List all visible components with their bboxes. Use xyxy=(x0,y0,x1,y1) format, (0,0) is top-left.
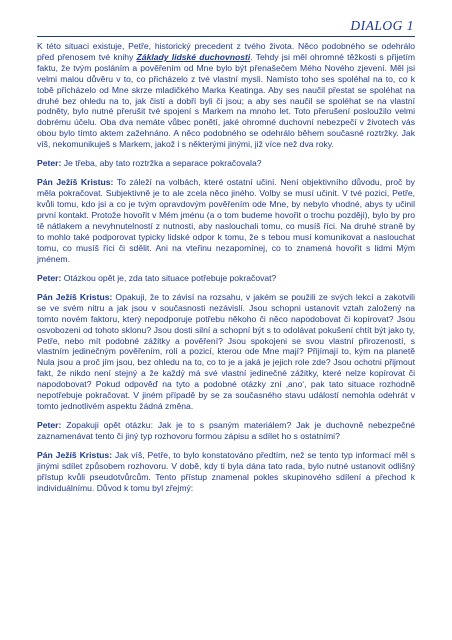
dialog-text: To záleží na volbách, které ostatní učiní. Není objektivního důvodu, proč by měla pokračovat. Subjektivně je to ale zcela něco jiného. Volby se musí učinit. V tvé pozici, Petře, kvůli tomu, kdo jsi a co je tvým opravdovým pověřením ode Mne, by nebylo vhodné, abys ty učinil první kontakt. Protože hovořit v Mém jménu (a o tom budeme hovořit o trochu později), bylo by pro tě nátlakem a nevyhnutelností z nutnosti, aby naslouchali tomu, co musíš říci. Na druhé straně by to mohlo také podporovat typicky lidské odpor k tomu, že s tebou musí komunikovat a naslouchat tomu, co musíš říci či sdělit. Ani na vteřinu nezapomínej, co to znamená hovořit s lidmi Mým jménem. xyxy=(37,177,415,264)
intro-paragraph xyxy=(37,41,415,150)
book-title: Základy lidské duchovnosti xyxy=(136,51,251,62)
intro-text-part1: K této situaci existuje, Petře, historický precedent z tvého života. Něco podobného se odehrálo před přenosem tvé knihy xyxy=(37,41,415,62)
dialog-text: Zopakuji opět otázku: Jak je to s psaným materiálem? Jak je duchovně nebezpečné zaznamenávat tento či jiný typ rozhovoru formou zápisu a sdílet ho s ostatními? xyxy=(37,420,415,441)
dialog-text: Otázkou opět je, zda tato situace potřebuje pokračovat? xyxy=(61,272,277,283)
dialog-text: Je třeba, aby tato roztržka a separace pokračovala? xyxy=(61,158,262,169)
dialog-paragraph xyxy=(37,292,415,412)
dialog-paragraph xyxy=(37,158,415,169)
speaker-name: Pán Ježíš Kristus: xyxy=(37,450,113,461)
speaker-name: Peter: xyxy=(37,420,62,431)
dialog-paragraph xyxy=(37,177,415,264)
dialog-paragraph xyxy=(37,420,415,442)
speaker-name: Pán Ježíš Kristus: xyxy=(37,177,114,188)
dialog-paragraph xyxy=(37,450,415,494)
running-header-title: DIALOG 1 xyxy=(350,18,414,33)
header-divider xyxy=(37,36,415,37)
intro-text-part2: . Tehdy jsi měl ohromné těžkosti s přijetím faktu, že tvým posláním a pověřením od Mne bylo být přenašečem Mého Nového zjevení. Měl jsi velmi malou důvěru v to, co přicházelo z tvé vlastní mysli. Namísto toho ses spoléhal na to, co k tobě přicházelo od Mne skrze mladičkého Marka Keatinga. Aby ses naučil přestat se spoléhat na druhé bez ohledu na to, jak čistí a dobří byli či jsou; a aby ses naučil se spoléhat se na vlastní podněty, bylo nutné přerušit tvé spojení s Markem na mnoho let. Toto přerušení posloužilo velmi dobrému účelu. Oba dva nemáte vůbec ponětí, jaké ohromné duchovní nebezpečí v životech vás obou bylo tímto aktem zažehnáno. A něco podobného se odehrálo během současné roztržky. Jak víš, nekomunikuješ s Markem, jakož i s některými jinými, již více než dva roky. xyxy=(37,51,415,150)
speaker-name: Peter: xyxy=(37,272,62,283)
dialog-text: Jak víš, Petře, to bylo konstatováno předtím, než se tento typ informací měl s jinými sdílet způsobem rozhovoru. V době, kdy ti byla dána tato rada, bylo nutné ustanovit odlišný přístup kvůli pseudotvůrcům. Tento přístup znamenal pokles skupinového sdílení a přechod k individuálnímu. Důvod k tomu byl zřejmý: xyxy=(37,450,416,493)
dialog-text: Opakuji, že to závisí na rozsahu, v jakém se použili ze svých lekcí a zakotvili se ve svém nitru a jak jsou v současnosti nezávislí. Jsou schopni ustanovit vztah založený na tomto novém faktoru, který nepodporuje potřebu někoho či něco napodobovat či kopírovat? Jsou osvobozeni od tohoto sklonu? Jsou dosti silní a schopní být s to odolávat pokušení chtít být jako ty, Petře, nebo mít podobné zážitky a pověření? Jsou spokojeni se svou vlastní přirozeností, s vlastním jedinečným pověřením, rolí a pozicí, kterou ode Mne mají? Přijímají to, kým na planetě Nula jsou a proč jím jsou, bez ohledu na to, co to je a jaká je jejich role zde? Jsou ochotni přijmout fakt, že nikdo není stejný a že každý má své vlastní jedinečné zážitky, které nelze kopírovat či napodobovat? Pokud odpověď na tyto a podobné otázky zní ‚ano‘, pak tato situace rozhodně nepotřebuje pokračovat. V jiném případě by se za současného stavu událostí nemohla odehrát v tomto jednotlivém aspektu žádná změna. xyxy=(37,291,415,411)
speaker-name: Pán Ježíš Kristus: xyxy=(37,291,113,302)
dialog-paragraph xyxy=(37,273,415,284)
speaker-name: Peter: xyxy=(37,158,62,169)
document-body xyxy=(37,41,415,502)
